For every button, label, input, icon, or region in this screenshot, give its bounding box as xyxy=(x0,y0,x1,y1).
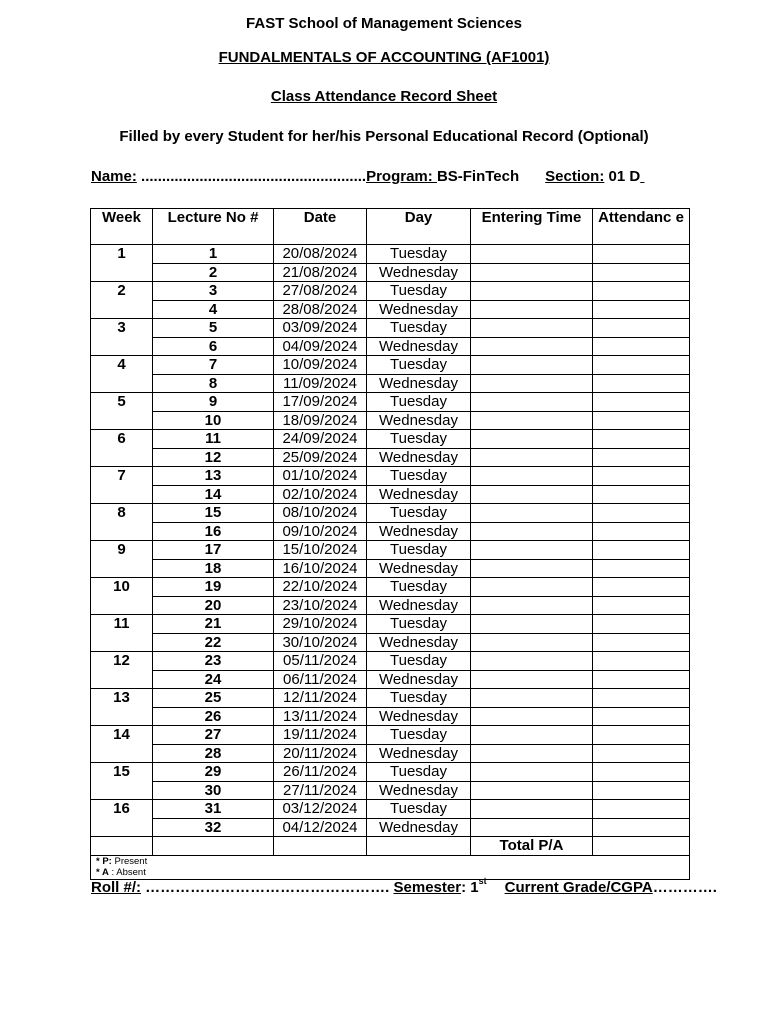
entering-time-cell[interactable] xyxy=(471,245,593,264)
table-row xyxy=(91,781,690,800)
lecture-no-cell: 10 xyxy=(153,411,274,430)
week-cell: 10 xyxy=(91,578,153,615)
date-cell: 25/09/2024 xyxy=(274,448,367,467)
date-cell: 28/08/2024 xyxy=(274,300,367,319)
course-title: FUNDALMENTALS OF ACCOUNTING (AF1001) xyxy=(218,49,550,66)
date-cell: 01/10/2024 xyxy=(274,467,367,486)
table-row xyxy=(91,245,690,264)
date-cell: 16/10/2024 xyxy=(274,559,367,578)
attendance-cell[interactable] xyxy=(593,781,690,800)
lecture-no-cell: 26 xyxy=(153,707,274,726)
week-cell: 16 xyxy=(91,800,153,837)
attendance-cell[interactable] xyxy=(593,374,690,393)
date-cell: 19/11/2024 xyxy=(274,726,367,745)
date-cell: 03/12/2024 xyxy=(274,800,367,819)
grade-label: Current Grade/CGPA xyxy=(504,879,653,896)
table-row xyxy=(91,763,690,782)
date-cell: 17/09/2024 xyxy=(274,393,367,412)
date-cell: 26/11/2024 xyxy=(274,763,367,782)
entering-time-cell[interactable] xyxy=(471,485,593,504)
table-row xyxy=(91,504,690,523)
table-row xyxy=(91,578,690,597)
lecture-no-cell: 14 xyxy=(153,485,274,504)
table-row xyxy=(91,818,690,837)
entering-time-cell[interactable] xyxy=(471,559,593,578)
day-cell: Wednesday xyxy=(367,596,471,615)
entering-time-cell[interactable] xyxy=(471,633,593,652)
week-cell: 9 xyxy=(91,541,153,578)
total-empty-cell xyxy=(91,837,153,856)
attendance-cell[interactable] xyxy=(593,356,690,375)
week-cell: 15 xyxy=(91,763,153,800)
col-date: Date xyxy=(274,209,367,245)
table-row xyxy=(91,670,690,689)
total-label: Total P/A xyxy=(471,837,593,856)
name-field[interactable]: ...................................................... xyxy=(136,168,367,185)
attendance-cell[interactable] xyxy=(593,726,690,745)
lecture-no-cell: 2 xyxy=(153,263,274,282)
week-cell: 2 xyxy=(91,282,153,319)
attendance-cell[interactable] xyxy=(593,707,690,726)
table-row xyxy=(91,467,690,486)
section-label: Section: xyxy=(545,168,605,185)
lecture-no-cell: 4 xyxy=(153,300,274,319)
day-cell: Tuesday xyxy=(367,541,471,560)
day-cell: Tuesday xyxy=(367,393,471,412)
lecture-no-cell: 7 xyxy=(153,356,274,375)
table-row xyxy=(91,263,690,282)
day-cell: Tuesday xyxy=(367,245,471,264)
table-header-row xyxy=(91,209,690,245)
date-cell: 29/10/2024 xyxy=(274,615,367,634)
day-cell: Tuesday xyxy=(367,282,471,301)
lecture-no-cell: 21 xyxy=(153,615,274,634)
lecture-no-cell: 5 xyxy=(153,319,274,338)
lecture-no-cell: 25 xyxy=(153,689,274,708)
date-cell: 18/09/2024 xyxy=(274,411,367,430)
entering-time-cell[interactable] xyxy=(471,522,593,541)
entering-time-cell[interactable] xyxy=(471,744,593,763)
student-info-line xyxy=(91,168,644,185)
attendance-cell[interactable] xyxy=(593,393,690,412)
entering-time-cell[interactable] xyxy=(471,300,593,319)
day-cell: Tuesday xyxy=(367,689,471,708)
semester-value: : 1 xyxy=(461,879,479,896)
day-cell: Wednesday xyxy=(367,781,471,800)
table-row xyxy=(91,744,690,763)
day-cell: Tuesday xyxy=(367,319,471,338)
date-cell: 20/11/2024 xyxy=(274,744,367,763)
col-attendance: Attendanc e xyxy=(593,209,690,245)
table-row xyxy=(91,282,690,301)
lecture-no-cell: 9 xyxy=(153,393,274,412)
lecture-no-cell: 18 xyxy=(153,559,274,578)
attendance-cell[interactable] xyxy=(593,670,690,689)
week-cell: 6 xyxy=(91,430,153,467)
day-cell: Wednesday xyxy=(367,818,471,837)
attendance-cell[interactable] xyxy=(593,411,690,430)
attendance-cell[interactable] xyxy=(593,578,690,597)
day-cell: Wednesday xyxy=(367,522,471,541)
date-cell: 22/10/2024 xyxy=(274,578,367,597)
day-cell: Tuesday xyxy=(367,467,471,486)
total-empty-cell xyxy=(367,837,471,856)
attendance-cell[interactable] xyxy=(593,633,690,652)
table-row xyxy=(91,541,690,560)
lecture-no-cell: 22 xyxy=(153,633,274,652)
date-cell: 06/11/2024 xyxy=(274,670,367,689)
col-week: Week xyxy=(91,209,153,245)
attendance-cell[interactable] xyxy=(593,430,690,449)
entering-time-cell[interactable] xyxy=(471,763,593,782)
table-row xyxy=(91,522,690,541)
date-cell: 27/11/2024 xyxy=(274,781,367,800)
section-underline-tail xyxy=(640,168,644,185)
date-cell: 15/10/2024 xyxy=(274,541,367,560)
week-cell: 8 xyxy=(91,504,153,541)
day-cell: Wednesday xyxy=(367,559,471,578)
day-cell: Tuesday xyxy=(367,800,471,819)
day-cell: Tuesday xyxy=(367,578,471,597)
entering-time-cell[interactable] xyxy=(471,467,593,486)
week-cell: 13 xyxy=(91,689,153,726)
date-cell: 21/08/2024 xyxy=(274,263,367,282)
legend xyxy=(91,855,690,879)
attendance-cell[interactable] xyxy=(593,541,690,560)
entering-time-cell[interactable] xyxy=(471,596,593,615)
day-cell: Wednesday xyxy=(367,448,471,467)
table-row xyxy=(91,356,690,375)
table-row xyxy=(91,596,690,615)
lecture-no-cell: 11 xyxy=(153,430,274,449)
date-cell: 03/09/2024 xyxy=(274,319,367,338)
week-cell: 14 xyxy=(91,726,153,763)
attendance-cell[interactable] xyxy=(593,689,690,708)
entering-time-cell[interactable] xyxy=(471,818,593,837)
day-cell: Tuesday xyxy=(367,430,471,449)
legend-present: * P: Present xyxy=(96,855,148,867)
lecture-no-cell: 1 xyxy=(153,245,274,264)
section-value: 01 D xyxy=(604,168,641,185)
total-empty-cell xyxy=(274,837,367,856)
week-cell: 11 xyxy=(91,615,153,652)
day-cell: Wednesday xyxy=(367,300,471,319)
entering-time-cell[interactable] xyxy=(471,670,593,689)
table-row xyxy=(91,800,690,819)
day-cell: Tuesday xyxy=(367,652,471,671)
lecture-no-cell: 3 xyxy=(153,282,274,301)
program-value: BS-FinTech xyxy=(436,168,520,185)
week-cell: 5 xyxy=(91,393,153,430)
attendance-cell[interactable] xyxy=(593,485,690,504)
table-row xyxy=(91,374,690,393)
date-cell: 23/10/2024 xyxy=(274,596,367,615)
entering-time-cell[interactable] xyxy=(471,448,593,467)
table-row xyxy=(91,430,690,449)
attendance-cell[interactable] xyxy=(593,245,690,264)
table-row xyxy=(91,726,690,745)
lecture-no-cell: 24 xyxy=(153,670,274,689)
date-cell: 09/10/2024 xyxy=(274,522,367,541)
attendance-table xyxy=(90,208,690,880)
day-cell: Tuesday xyxy=(367,356,471,375)
entering-time-cell[interactable] xyxy=(471,578,593,597)
day-cell: Wednesday xyxy=(367,633,471,652)
attendance-cell[interactable] xyxy=(593,744,690,763)
table-row xyxy=(91,652,690,671)
entering-time-cell[interactable] xyxy=(471,319,593,338)
date-cell: 11/09/2024 xyxy=(274,374,367,393)
date-cell: 05/11/2024 xyxy=(274,652,367,671)
entering-time-cell[interactable] xyxy=(471,374,593,393)
total-row xyxy=(91,837,690,856)
entering-time-cell[interactable] xyxy=(471,356,593,375)
date-cell: 24/09/2024 xyxy=(274,430,367,449)
week-cell: 7 xyxy=(91,467,153,504)
sheet-title: Class Attendance Record Sheet xyxy=(270,88,498,105)
lecture-no-cell: 15 xyxy=(153,504,274,523)
lecture-no-cell: 6 xyxy=(153,337,274,356)
day-cell: Tuesday xyxy=(367,726,471,745)
entering-time-cell[interactable] xyxy=(471,800,593,819)
table-row xyxy=(91,337,690,356)
instruction-text: Filled by every Student for her/his Personal Educational Record (Optional) xyxy=(119,128,649,145)
day-cell: Tuesday xyxy=(367,615,471,634)
table-row xyxy=(91,485,690,504)
entering-time-cell[interactable] xyxy=(471,652,593,671)
semester-label: Semester xyxy=(393,879,462,896)
date-cell: 02/10/2024 xyxy=(274,485,367,504)
lecture-no-cell: 28 xyxy=(153,744,274,763)
attendance-cell[interactable] xyxy=(593,282,690,301)
entering-time-cell[interactable] xyxy=(471,689,593,708)
col-lecture-no: Lecture No # xyxy=(153,209,274,245)
table-row xyxy=(91,633,690,652)
table-row xyxy=(91,559,690,578)
day-cell: Tuesday xyxy=(367,763,471,782)
day-cell: Wednesday xyxy=(367,411,471,430)
attendance-cell[interactable] xyxy=(593,763,690,782)
col-entering-time: Entering Time xyxy=(471,209,593,245)
table-row xyxy=(91,689,690,708)
lecture-no-cell: 30 xyxy=(153,781,274,800)
attendance-cell[interactable] xyxy=(593,818,690,837)
semester-suffix: st xyxy=(478,876,487,886)
table-row xyxy=(91,411,690,430)
day-cell: Wednesday xyxy=(367,744,471,763)
table-row xyxy=(91,448,690,467)
attendance-cell[interactable] xyxy=(593,504,690,523)
entering-time-cell[interactable] xyxy=(471,541,593,560)
date-cell: 10/09/2024 xyxy=(274,356,367,375)
col-day: Day xyxy=(367,209,471,245)
attendance-cell[interactable] xyxy=(593,615,690,634)
attendance-cell[interactable] xyxy=(593,800,690,819)
entering-time-cell[interactable] xyxy=(471,781,593,800)
attendance-cell[interactable] xyxy=(593,467,690,486)
entering-time-cell[interactable] xyxy=(471,615,593,634)
entering-time-cell[interactable] xyxy=(471,411,593,430)
table-row xyxy=(91,319,690,338)
grade-field[interactable]: …………. xyxy=(652,879,717,896)
week-cell: 1 xyxy=(91,245,153,282)
attendance-cell[interactable] xyxy=(593,319,690,338)
program-label: Program: xyxy=(366,168,437,185)
day-cell: Wednesday xyxy=(367,337,471,356)
day-cell: Wednesday xyxy=(367,670,471,689)
table-row xyxy=(91,393,690,412)
total-empty-cell xyxy=(153,837,274,856)
week-cell: 4 xyxy=(91,356,153,393)
lecture-no-cell: 12 xyxy=(153,448,274,467)
entering-time-cell[interactable] xyxy=(471,430,593,449)
attendance-cell[interactable] xyxy=(593,559,690,578)
date-cell: 04/12/2024 xyxy=(274,818,367,837)
entering-time-cell[interactable] xyxy=(471,282,593,301)
attendance-cell[interactable] xyxy=(593,448,690,467)
date-cell: 04/09/2024 xyxy=(274,337,367,356)
day-cell: Wednesday xyxy=(367,485,471,504)
footer-line xyxy=(91,876,717,896)
date-cell: 08/10/2024 xyxy=(274,504,367,523)
attendance-cell[interactable] xyxy=(593,300,690,319)
lecture-no-cell: 32 xyxy=(153,818,274,837)
attendance-cell[interactable] xyxy=(593,596,690,615)
entering-time-cell[interactable] xyxy=(471,393,593,412)
legend-absent: * A : Absent xyxy=(96,867,146,878)
entering-time-cell[interactable] xyxy=(471,707,593,726)
lecture-no-cell: 20 xyxy=(153,596,274,615)
lecture-no-cell: 27 xyxy=(153,726,274,745)
day-cell: Tuesday xyxy=(367,504,471,523)
roll-label: Roll #/: xyxy=(91,879,142,896)
day-cell: Wednesday xyxy=(367,707,471,726)
entering-time-cell[interactable] xyxy=(471,337,593,356)
attendance-cell[interactable] xyxy=(593,652,690,671)
week-cell: 3 xyxy=(91,319,153,356)
table-row xyxy=(91,707,690,726)
attendance-cell[interactable] xyxy=(593,337,690,356)
day-cell: Wednesday xyxy=(367,374,471,393)
entering-time-cell[interactable] xyxy=(471,726,593,745)
roll-field[interactable]: …………………………………………. xyxy=(141,879,390,896)
attendance-cell[interactable] xyxy=(593,522,690,541)
entering-time-cell[interactable] xyxy=(471,263,593,282)
entering-time-cell[interactable] xyxy=(471,504,593,523)
week-cell: 12 xyxy=(91,652,153,689)
lecture-no-cell: 17 xyxy=(153,541,274,560)
lecture-no-cell: 13 xyxy=(153,467,274,486)
day-cell: Wednesday xyxy=(367,263,471,282)
lecture-no-cell: 31 xyxy=(153,800,274,819)
attendance-cell[interactable] xyxy=(593,263,690,282)
legend-row xyxy=(91,855,690,879)
lecture-no-cell: 16 xyxy=(153,522,274,541)
lecture-no-cell: 19 xyxy=(153,578,274,597)
lecture-no-cell: 23 xyxy=(153,652,274,671)
school-name: FAST School of Management Sciences xyxy=(246,15,522,32)
table-row xyxy=(91,300,690,319)
date-cell: 12/11/2024 xyxy=(274,689,367,708)
date-cell: 20/08/2024 xyxy=(274,245,367,264)
name-label: Name: xyxy=(91,168,137,185)
total-value-cell[interactable] xyxy=(593,837,690,856)
table-row xyxy=(91,615,690,634)
date-cell: 30/10/2024 xyxy=(274,633,367,652)
lecture-no-cell: 29 xyxy=(153,763,274,782)
lecture-no-cell: 8 xyxy=(153,374,274,393)
date-cell: 13/11/2024 xyxy=(274,707,367,726)
date-cell: 27/08/2024 xyxy=(274,282,367,301)
